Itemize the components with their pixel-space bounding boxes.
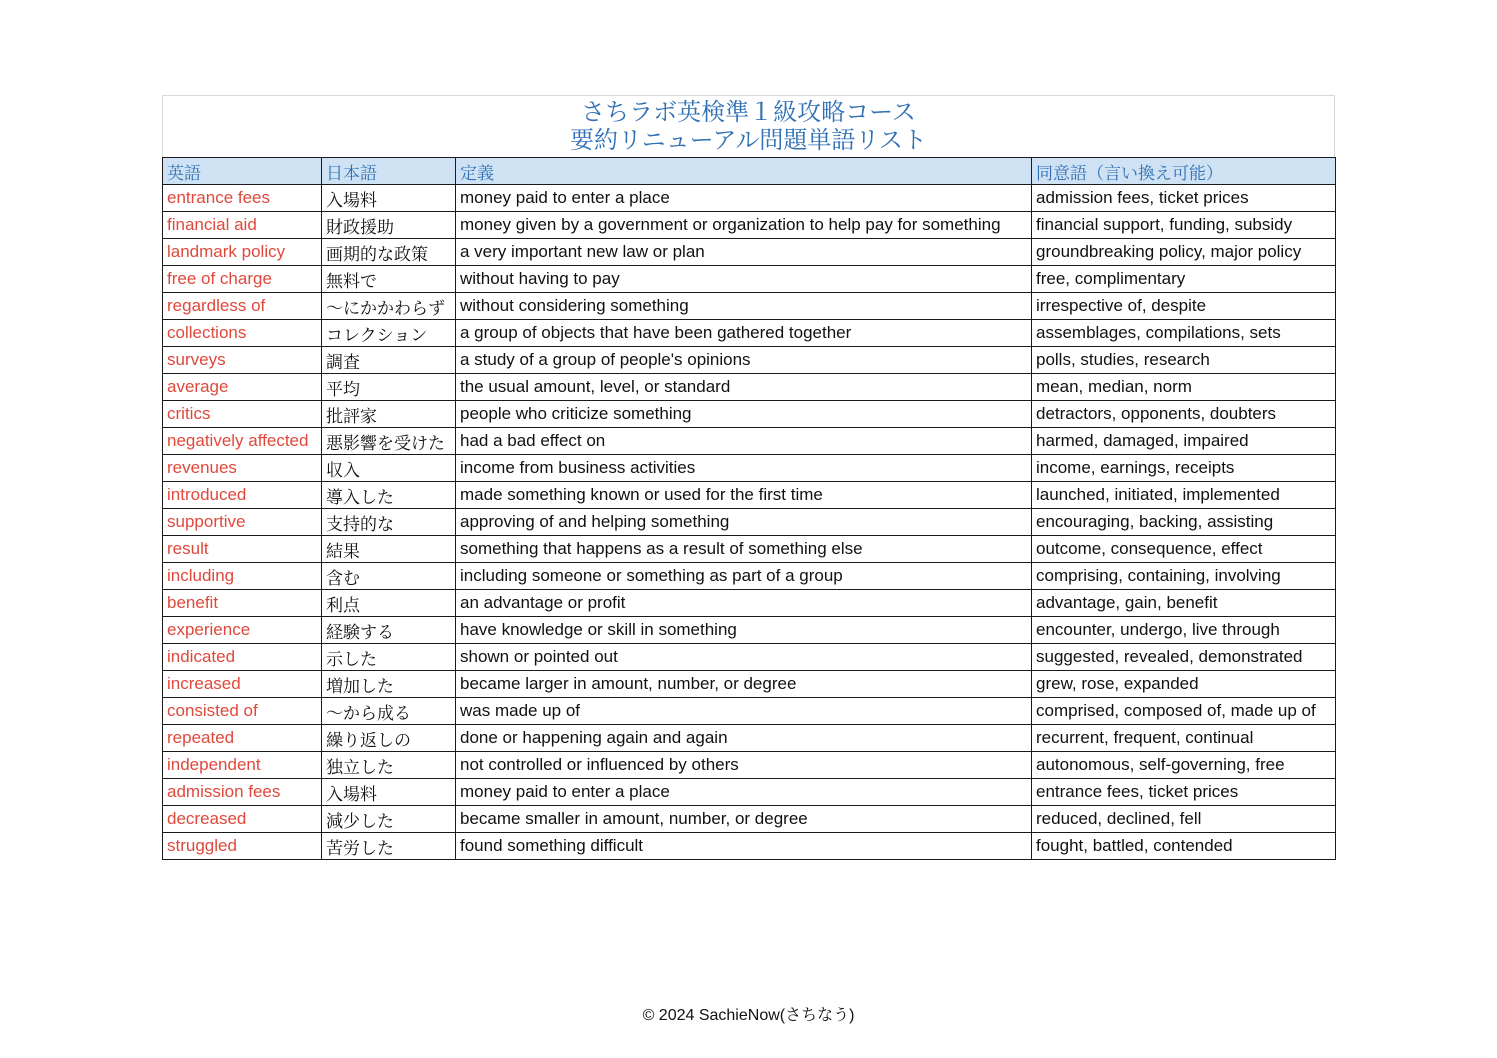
japanese-term-cell: 増加した	[322, 671, 456, 698]
synonyms-cell: autonomous, self-governing, free	[1032, 752, 1336, 779]
definition-cell: an advantage or profit	[456, 590, 1032, 617]
japanese-term-cell: 繰り返しの	[322, 725, 456, 752]
synonyms-cell: grew, rose, expanded	[1032, 671, 1336, 698]
english-term-cell: including	[163, 563, 322, 590]
table-row	[163, 725, 1336, 752]
japanese-term-cell: 無料で	[322, 266, 456, 293]
vocabulary-sheet	[162, 95, 1335, 860]
table-row	[163, 320, 1336, 347]
japanese-term-cell: 入場料	[322, 185, 456, 212]
english-term-cell: introduced	[163, 482, 322, 509]
table-row	[163, 239, 1336, 266]
synonyms-cell: groundbreaking policy, major policy	[1032, 239, 1336, 266]
english-term-cell: landmark policy	[163, 239, 322, 266]
synonyms-cell: comprised, composed of, made up of	[1032, 698, 1336, 725]
table-row	[163, 563, 1336, 590]
definition-cell: shown or pointed out	[456, 644, 1032, 671]
header-synonyms: 同意語（言い換え可能）	[1032, 158, 1336, 185]
japanese-term-cell: 入場料	[322, 779, 456, 806]
japanese-term-cell: 批評家	[322, 401, 456, 428]
japanese-term-cell: コレクション	[322, 320, 456, 347]
synonyms-cell: assemblages, compilations, sets	[1032, 320, 1336, 347]
english-term-cell: admission fees	[163, 779, 322, 806]
english-term-cell: result	[163, 536, 322, 563]
definition-cell: the usual amount, level, or standard	[456, 374, 1032, 401]
english-term-cell: consisted of	[163, 698, 322, 725]
vocabulary-table	[162, 157, 1336, 860]
table-row	[163, 752, 1336, 779]
synonyms-cell: mean, median, norm	[1032, 374, 1336, 401]
definition-cell: without considering something	[456, 293, 1032, 320]
definition-cell: became larger in amount, number, or degree	[456, 671, 1032, 698]
english-term-cell: repeated	[163, 725, 322, 752]
table-row	[163, 617, 1336, 644]
japanese-term-cell: 苦労した	[322, 833, 456, 860]
english-term-cell: benefit	[163, 590, 322, 617]
header-definition: 定義	[456, 158, 1032, 185]
table-row	[163, 293, 1336, 320]
definition-cell: found something difficult	[456, 833, 1032, 860]
table-header-row	[163, 158, 1336, 185]
english-term-cell: surveys	[163, 347, 322, 374]
table-row	[163, 374, 1336, 401]
synonyms-cell: harmed, damaged, impaired	[1032, 428, 1336, 455]
japanese-term-cell: 利点	[322, 590, 456, 617]
definition-cell: a group of objects that have been gathered together	[456, 320, 1032, 347]
table-row	[163, 644, 1336, 671]
definition-cell: without having to pay	[456, 266, 1032, 293]
synonyms-cell: suggested, revealed, demonstrated	[1032, 644, 1336, 671]
table-row	[163, 590, 1336, 617]
japanese-term-cell: 示した	[322, 644, 456, 671]
definition-cell: people who criticize something	[456, 401, 1032, 428]
japanese-term-cell: 画期的な政策	[322, 239, 456, 266]
english-term-cell: independent	[163, 752, 322, 779]
table-row	[163, 482, 1336, 509]
synonyms-cell: encouraging, backing, assisting	[1032, 509, 1336, 536]
japanese-term-cell: 財政援助	[322, 212, 456, 239]
synonyms-cell: income, earnings, receipts	[1032, 455, 1336, 482]
english-term-cell: regardless of	[163, 293, 322, 320]
synonyms-cell: advantage, gain, benefit	[1032, 590, 1336, 617]
definition-cell: approving of and helping something	[456, 509, 1032, 536]
definition-cell: income from business activities	[456, 455, 1032, 482]
definition-cell: became smaller in amount, number, or degree	[456, 806, 1032, 833]
table-row	[163, 401, 1336, 428]
sheet-title	[162, 95, 1335, 157]
synonyms-cell: financial support, funding, subsidy	[1032, 212, 1336, 239]
title-line-2: 要約リニューアル問題単語リスト	[570, 126, 927, 154]
english-term-cell: average	[163, 374, 322, 401]
english-term-cell: negatively affected	[163, 428, 322, 455]
english-term-cell: critics	[163, 401, 322, 428]
synonyms-cell: admission fees, ticket prices	[1032, 185, 1336, 212]
copyright-footer: © 2024 SachieNow(さちなう)	[642, 1007, 855, 1024]
table-row	[163, 536, 1336, 563]
header-japanese: 日本語	[322, 158, 456, 185]
header-english: 英語	[163, 158, 322, 185]
definition-cell: including someone or something as part of a group	[456, 563, 1032, 590]
synonyms-cell: reduced, declined, fell	[1032, 806, 1336, 833]
definition-cell: was made up of	[456, 698, 1032, 725]
definition-cell: not controlled or influenced by others	[456, 752, 1032, 779]
japanese-term-cell: 導入した	[322, 482, 456, 509]
table-row	[163, 212, 1336, 239]
synonyms-cell: encounter, undergo, live through	[1032, 617, 1336, 644]
japanese-term-cell: 平均	[322, 374, 456, 401]
english-term-cell: indicated	[163, 644, 322, 671]
definition-cell: have knowledge or skill in something	[456, 617, 1032, 644]
table-body	[163, 185, 1336, 860]
synonyms-cell: detractors, opponents, doubters	[1032, 401, 1336, 428]
title-line-1: さちラボ英検準１級攻略コース	[581, 98, 916, 126]
synonyms-cell: entrance fees, ticket prices	[1032, 779, 1336, 806]
japanese-term-cell: ～から成る	[322, 698, 456, 725]
english-term-cell: increased	[163, 671, 322, 698]
synonyms-cell: recurrent, frequent, continual	[1032, 725, 1336, 752]
japanese-term-cell: 悪影響を受けた	[322, 428, 456, 455]
japanese-term-cell: 独立した	[322, 752, 456, 779]
synonyms-cell: outcome, consequence, effect	[1032, 536, 1336, 563]
japanese-term-cell: 支持的な	[322, 509, 456, 536]
synonyms-cell: free, complimentary	[1032, 266, 1336, 293]
table-row	[163, 698, 1336, 725]
english-term-cell: struggled	[163, 833, 322, 860]
definition-cell: money given by a government or organization to help pay for something	[456, 212, 1032, 239]
english-term-cell: financial aid	[163, 212, 322, 239]
definition-cell: money paid to enter a place	[456, 185, 1032, 212]
japanese-term-cell: 調査	[322, 347, 456, 374]
japanese-term-cell: 収入	[322, 455, 456, 482]
synonyms-cell: irrespective of, despite	[1032, 293, 1336, 320]
table-row	[163, 806, 1336, 833]
english-term-cell: supportive	[163, 509, 322, 536]
synonyms-cell: fought, battled, contended	[1032, 833, 1336, 860]
definition-cell: made something known or used for the first time	[456, 482, 1032, 509]
japanese-term-cell: ～にかかわらず	[322, 293, 456, 320]
english-term-cell: decreased	[163, 806, 322, 833]
japanese-term-cell: 含む	[322, 563, 456, 590]
synonyms-cell: comprising, containing, involving	[1032, 563, 1336, 590]
english-term-cell: collections	[163, 320, 322, 347]
table-row	[163, 185, 1336, 212]
japanese-term-cell: 結果	[322, 536, 456, 563]
japanese-term-cell: 経験する	[322, 617, 456, 644]
definition-cell: done or happening again and again	[456, 725, 1032, 752]
english-term-cell: free of charge	[163, 266, 322, 293]
table-row	[163, 509, 1336, 536]
synonyms-cell: polls, studies, research	[1032, 347, 1336, 374]
japanese-term-cell: 減少した	[322, 806, 456, 833]
synonyms-cell: launched, initiated, implemented	[1032, 482, 1336, 509]
definition-cell: money paid to enter a place	[456, 779, 1032, 806]
table-row	[163, 455, 1336, 482]
table-row	[163, 833, 1336, 860]
definition-cell: had a bad effect on	[456, 428, 1032, 455]
definition-cell: a very important new law or plan	[456, 239, 1032, 266]
english-term-cell: entrance fees	[163, 185, 322, 212]
table-row	[163, 779, 1336, 806]
table-row	[163, 428, 1336, 455]
table-row	[163, 671, 1336, 698]
english-term-cell: experience	[163, 617, 322, 644]
definition-cell: something that happens as a result of something else	[456, 536, 1032, 563]
table-row	[163, 266, 1336, 293]
english-term-cell: revenues	[163, 455, 322, 482]
definition-cell: a study of a group of people's opinions	[456, 347, 1032, 374]
table-row	[163, 347, 1336, 374]
